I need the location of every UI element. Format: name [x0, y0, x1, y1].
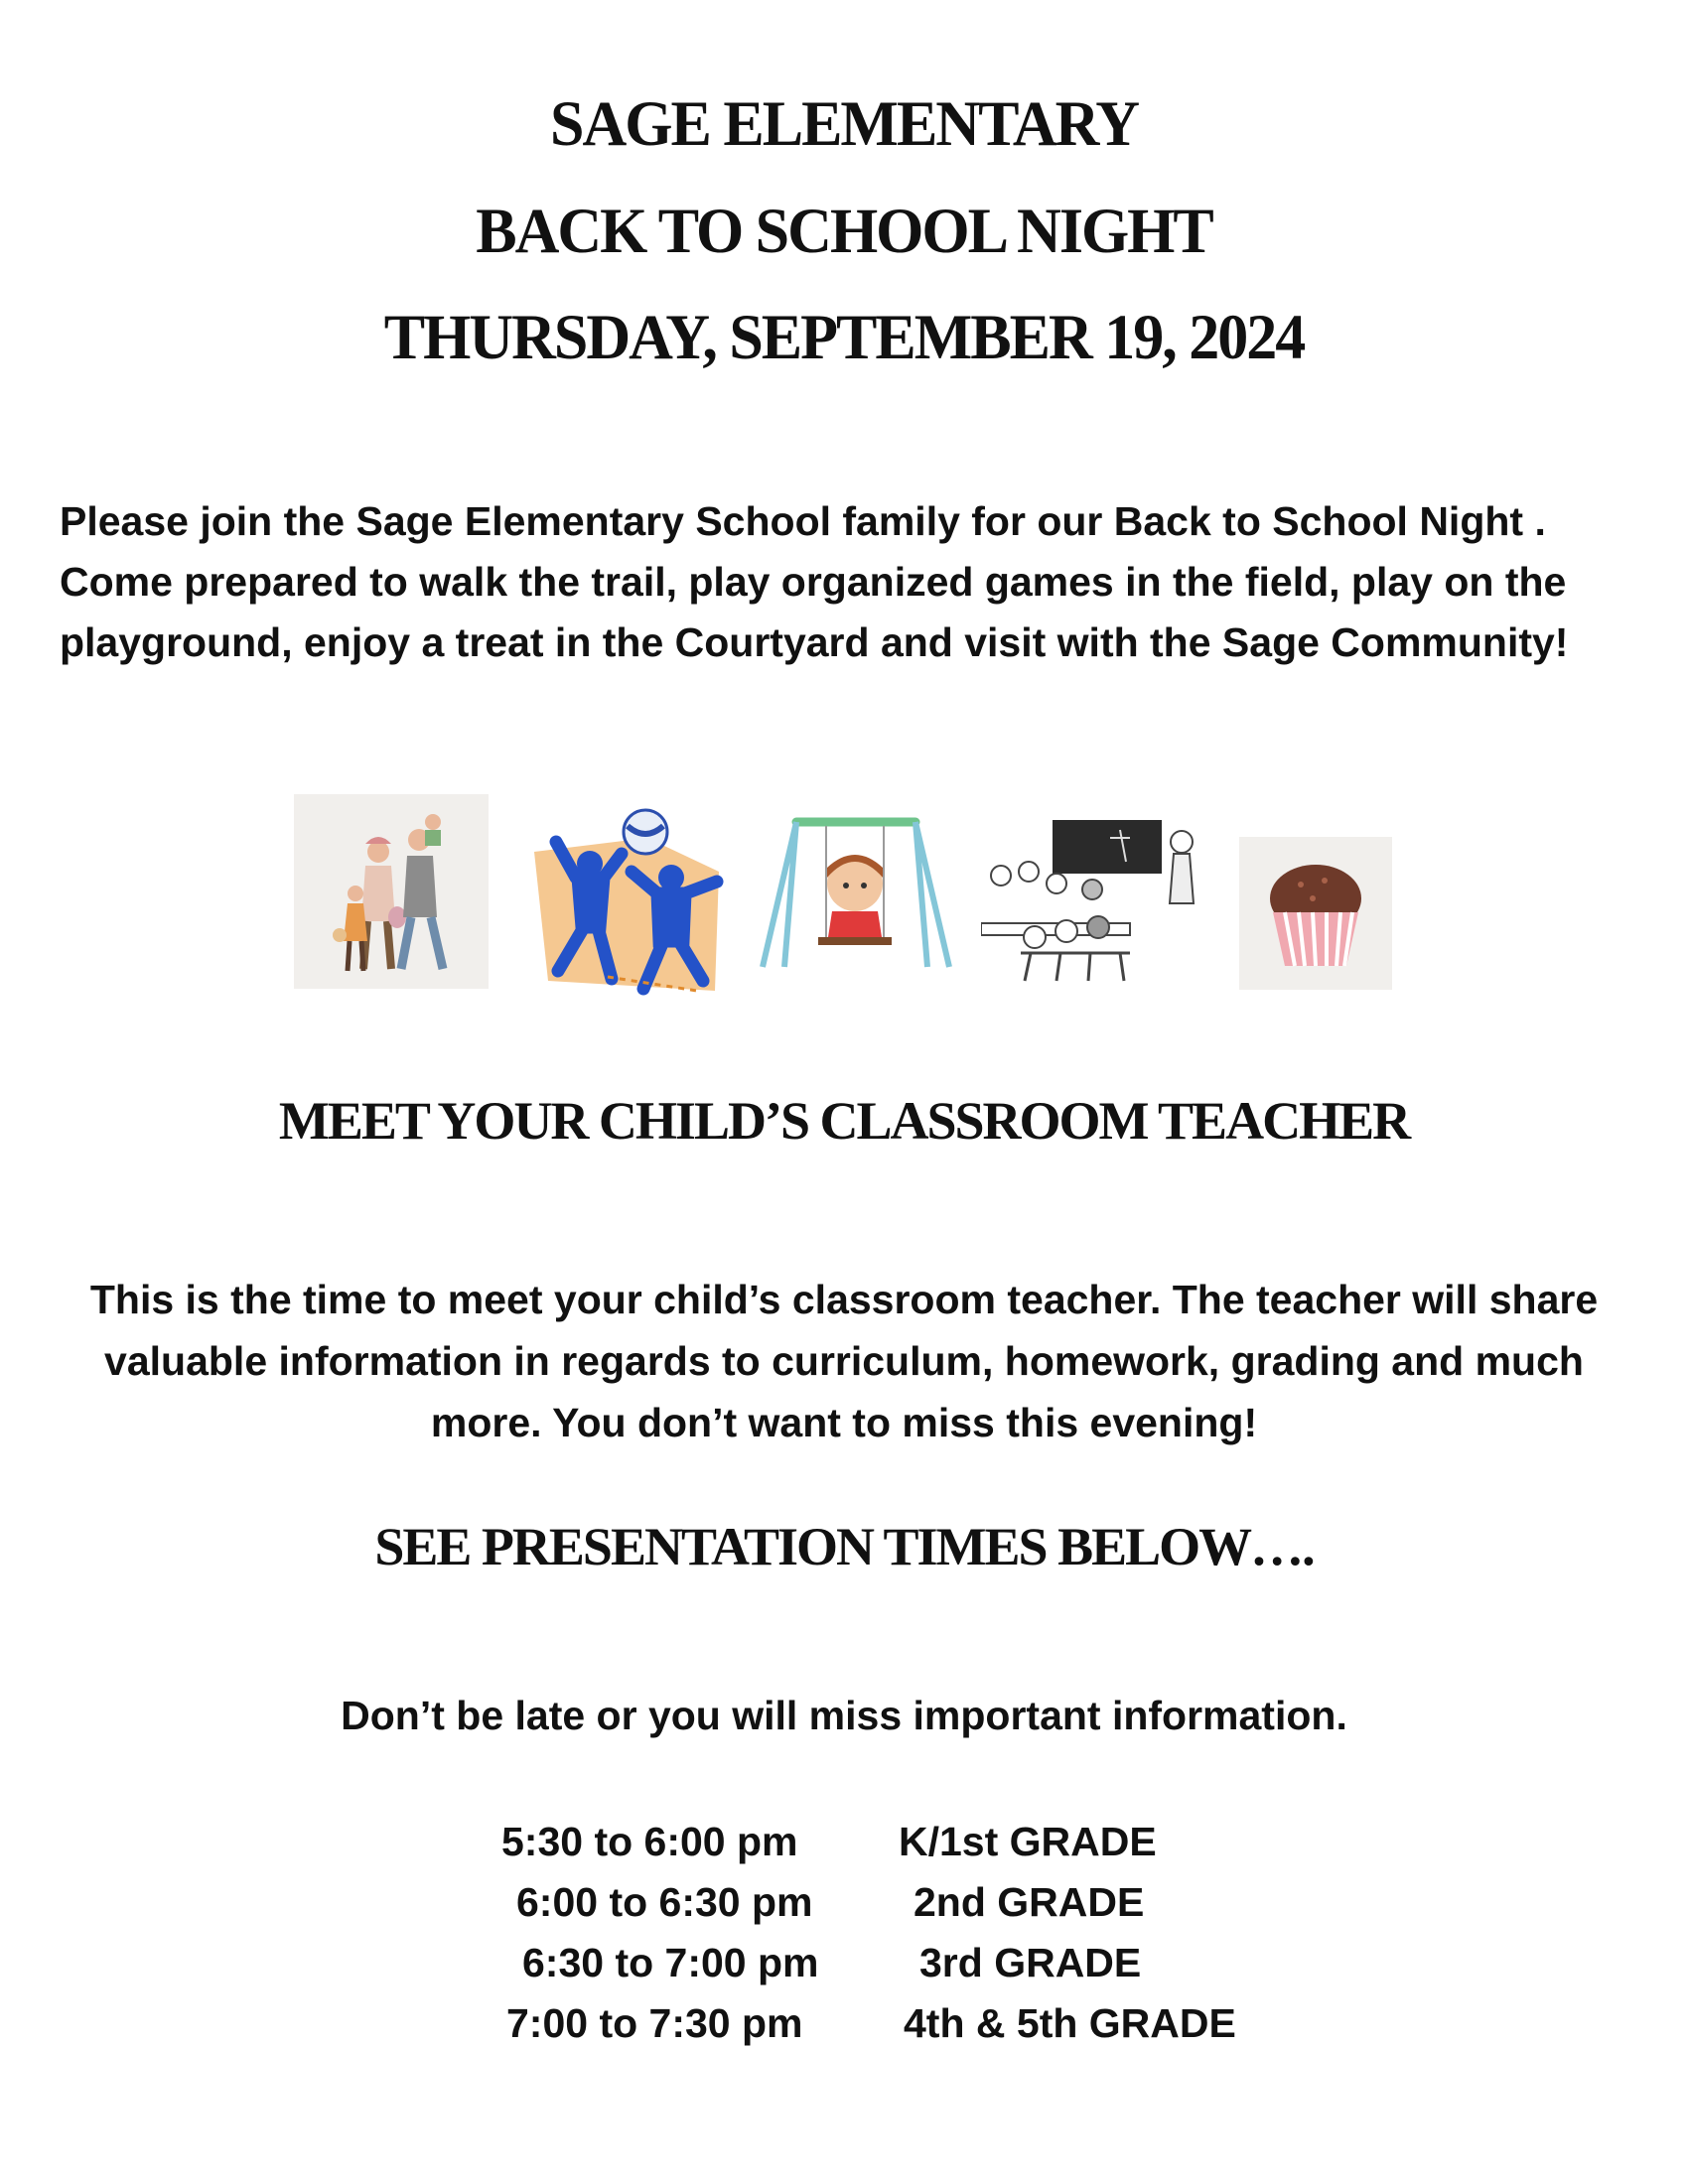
schedule-time: 6:00 to 6:30 pm [516, 1879, 813, 1925]
cupcake-icon [1239, 837, 1392, 990]
schedule-grade: 2nd GRADE [914, 1879, 1145, 1925]
late-warning-note: Don’t be late or you will miss important information. [341, 1693, 1347, 1738]
classroom-icon [981, 814, 1213, 985]
schedule-grade: 4th & 5th GRADE [904, 2000, 1236, 2046]
meet-teacher-paragraph: This is the time to meet your child’s classroom teacher. The teacher will share valuable information in regards to curriculum, homework, grading and much more. You don’t want to miss this evening! [89, 1277, 1599, 1445]
schedule-time: 7:00 to 7:30 pm [506, 2000, 803, 2046]
schedule-time: 5:30 to 6:00 pm [501, 1819, 798, 1864]
schedule-time: 6:30 to 7:00 pm [522, 1940, 819, 1985]
presentation-times-heading: SEE PRESENTATION TIMES BELOW…. [374, 1517, 1314, 1576]
title-event-date: THURSDAY, SEPTEMBER 19, 2024 [383, 302, 1305, 373]
family-walking-icon [294, 794, 489, 989]
intro-paragraph: Please join the Sage Elementary School family for our Back to School Night . Come prepared to walk the trail, play organized games in the field, play on the playground, enjoy a treat in the Courtyard and visit with the Sage Community! [60, 498, 1569, 665]
title-event-name: BACK TO SCHOOL NIGHT [476, 196, 1212, 267]
meet-teacher-heading: MEET YOUR CHILD’S CLASSROOM TEACHER [278, 1091, 1410, 1151]
schedule-grade: K/1st GRADE [899, 1819, 1157, 1864]
child-on-swing-icon [757, 812, 953, 971]
title-school-name: SAGE ELEMENTARY [550, 88, 1138, 160]
kids-playing-ball-icon [528, 802, 727, 997]
schedule-grade: 3rd GRADE [919, 1940, 1142, 1985]
